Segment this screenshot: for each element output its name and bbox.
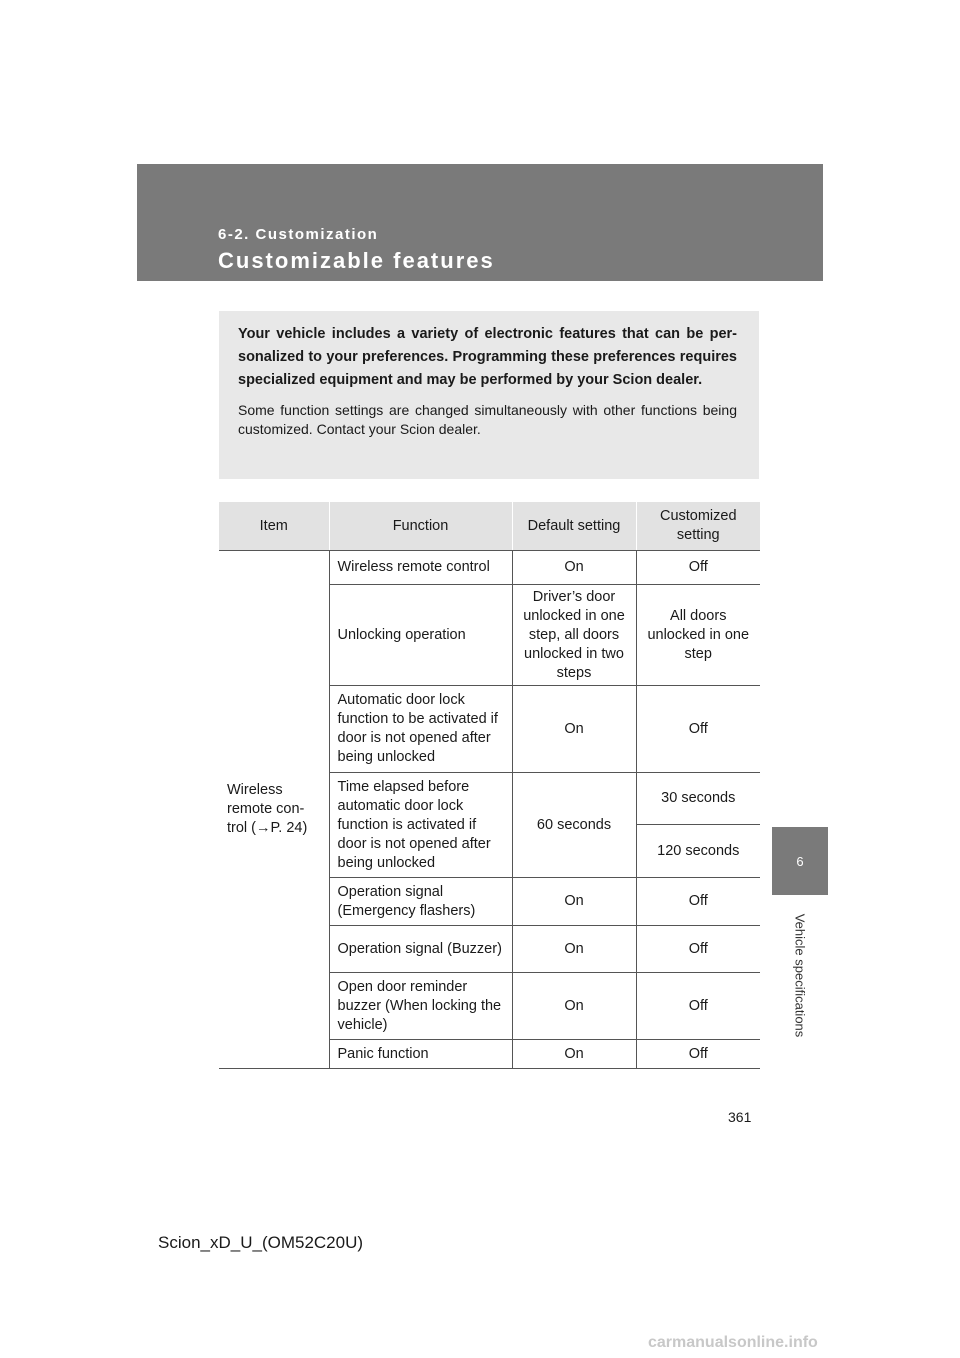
function-cell: Wireless remote control (329, 551, 512, 585)
chapter-tab (772, 827, 828, 895)
page-number: 361 (728, 1109, 752, 1125)
page-title: Customizable features (218, 248, 495, 273)
default-cell: 60 seconds (512, 773, 636, 878)
chapter-label-text: Vehicle specifications (792, 913, 808, 1037)
default-cell: On (512, 551, 636, 585)
header-item: Item (219, 502, 329, 551)
function-cell: Panic function (329, 1040, 512, 1069)
function-cell: Unlocking operation (329, 585, 512, 686)
default-cell: On (512, 878, 636, 926)
chapter-label (772, 900, 828, 1050)
chapter-number: 6 (796, 853, 804, 869)
custom-cell: Off (636, 878, 760, 926)
table-row (219, 551, 760, 585)
custom-cell: Off (636, 926, 760, 973)
custom-cell: 30 seconds (636, 773, 760, 825)
custom-cell: All doors unlocked in one step (636, 585, 760, 686)
function-cell: Operation signal (Buzzer) (329, 926, 512, 973)
function-cell: Automatic door lock function to be activated if door is not opened after being unlocked (329, 686, 512, 773)
intro-box (219, 311, 759, 479)
default-cell: Driver’s door unlocked in one step, all doors unlocked in two steps (512, 585, 636, 686)
header-customized-setting: Customized setting (636, 502, 760, 551)
document-code: Scion_xD_U_(OM52C20U) (158, 1233, 364, 1252)
intro-text: Your vehicle includes a variety of electronic features that can be per-sonalized to your preferences. Programming these preferences requires specialized equipment and may be performed by your Scion dealer. (238, 326, 737, 388)
custom-cell: Off (636, 686, 760, 773)
custom-cell: Off (636, 973, 760, 1040)
header-default-setting: Default setting (512, 502, 636, 551)
header-function: Function (329, 502, 512, 551)
default-cell: On (512, 973, 636, 1040)
default-cell: On (512, 686, 636, 773)
custom-cell-alt: 120 seconds (636, 825, 760, 878)
default-cell: On (512, 926, 636, 973)
item-cell: Wireless remote con-trol (→P. 24) (219, 551, 329, 1069)
custom-cell: Off (636, 551, 760, 585)
watermark: carmanualsonline.info (648, 1334, 818, 1351)
custom-cell: Off (636, 1040, 760, 1069)
function-cell: Operation signal (Emergency flashers) (329, 878, 512, 926)
section-label: 6-2. Customization (218, 226, 379, 243)
function-cell: Open door reminder buzzer (When locking the vehicle) (329, 973, 512, 1040)
default-cell: On (512, 1040, 636, 1069)
table-header-row (219, 502, 760, 551)
customization-table (219, 502, 760, 1069)
function-cell: Time elapsed before automatic door lock function is activated if door is not opened after being unlocked (329, 773, 512, 878)
intro-note: Some function settings are changed simultaneously with other functions being customized. Contact your Scion dealer. (238, 402, 737, 437)
